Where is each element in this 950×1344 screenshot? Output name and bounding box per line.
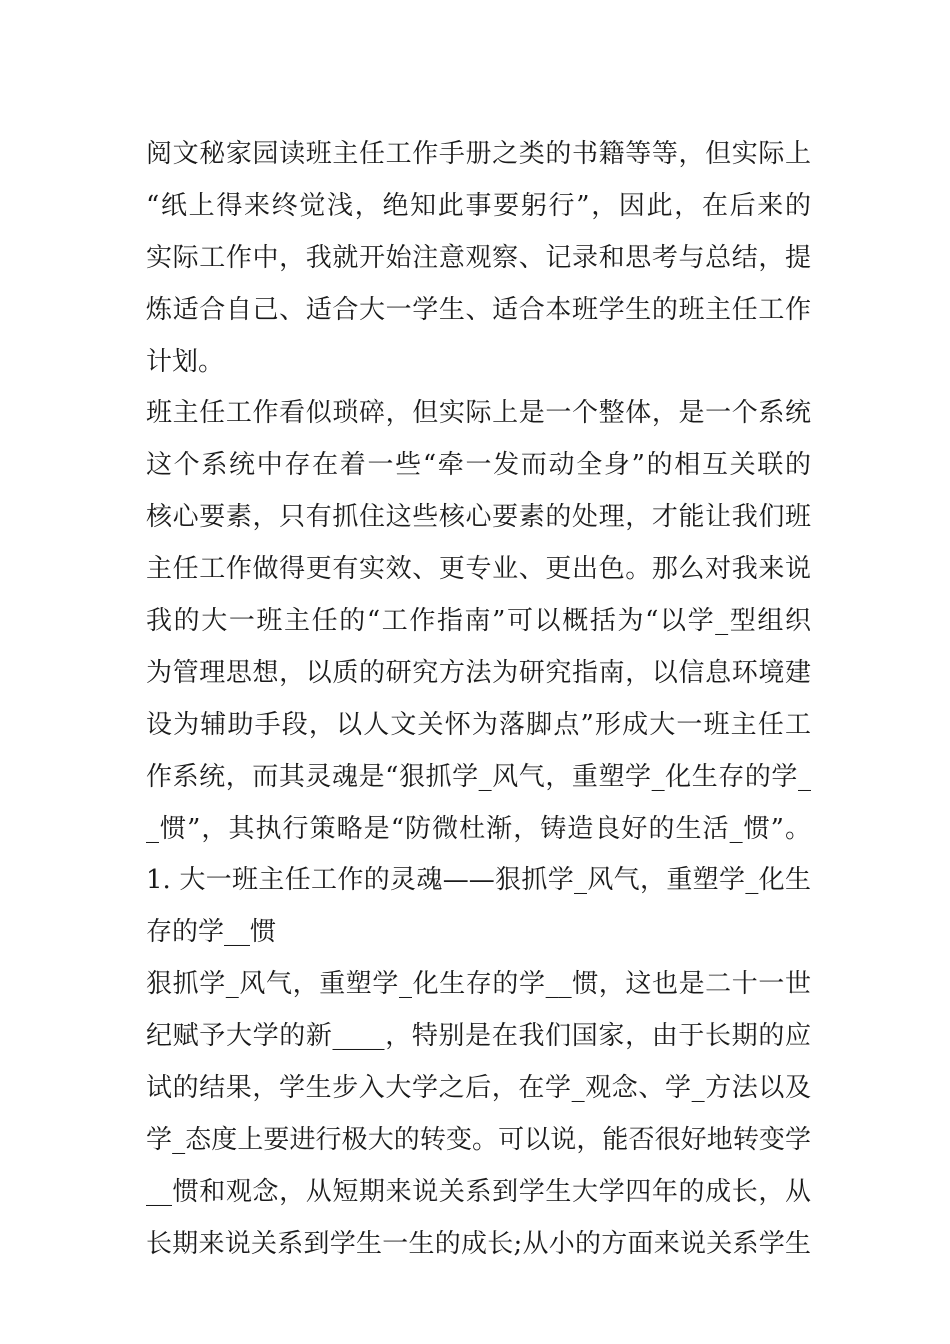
- text-line-14: _惯”，其执行策略是“防微杜渐，铸造良好的生活_惯”。: [146, 813, 811, 844]
- text-line-5: 计划。: [146, 346, 225, 377]
- text-line-6: 班主任工作看似琐碎，但实际上是一个整体，是一个系统: [146, 398, 811, 429]
- text-line-3: 实际工作中，我就开始注意观察、记录和思考与总结，提: [146, 242, 811, 273]
- text-line-4: 炼适合自己、适合大一学生、适合本班学生的班主任工作: [146, 294, 811, 325]
- text-line-20: 学_态度上要进行极大的转变。可以说，能否很好地转变学: [146, 1124, 811, 1155]
- section-heading-line-1: 1. 大一班主任工作的灵魂——狠抓学_风气，重塑学_化生: [146, 865, 811, 896]
- text-line-8: 核心要素，只有抓住这些核心要素的处理，才能让我们班: [146, 502, 811, 533]
- text-line-10: 我的大一班主任的“工作指南”可以概括为“以学_型组织: [146, 606, 811, 637]
- section-heading-line-2: 存的学__惯: [146, 917, 277, 948]
- text-line-1: 阅文秘家园读班主任工作手册之类的书籍等等，但实际上: [146, 139, 811, 169]
- text-line-21: __惯和观念，从短期来说关系到学生大学四年的成长，从: [146, 1176, 811, 1207]
- text-line-13: 作系统，而其灵魂是“狠抓学_风气，重塑学_化生存的学_: [146, 761, 811, 792]
- text-line-11: 为管理思想，以质的研究方法为研究指南，以信息环境建: [146, 657, 811, 688]
- text-line-9: 主任工作做得更有实效、更专业、更出色。那么对我来说: [146, 554, 811, 585]
- text-line-17: 狠抓学_风气，重塑学_化生存的学__惯，这也是二十一世: [146, 969, 811, 1000]
- text-line-18: 纪赋予大学的新____，特别是在我们国家，由于长期的应: [146, 1021, 811, 1052]
- text-line-22: 长期来说关系到学生一生的成长;从小的方面来说关系学生: [146, 1228, 811, 1259]
- document-body: [146, 129, 811, 1271]
- text-line-7: 这个系统中存在着一些“牵一发而动全身”的相互关联的: [146, 450, 811, 481]
- text-line-12: 设为辅助手段，以人文关怀为落脚点”形成大一班主任工: [146, 709, 811, 740]
- text-line-19: 试的结果，学生步入大学之后，在学_观念、学_方法以及: [146, 1073, 811, 1104]
- text-line-2: “纸上得来终觉浅，绝知此事要躬行”，因此，在后来的: [146, 190, 811, 221]
